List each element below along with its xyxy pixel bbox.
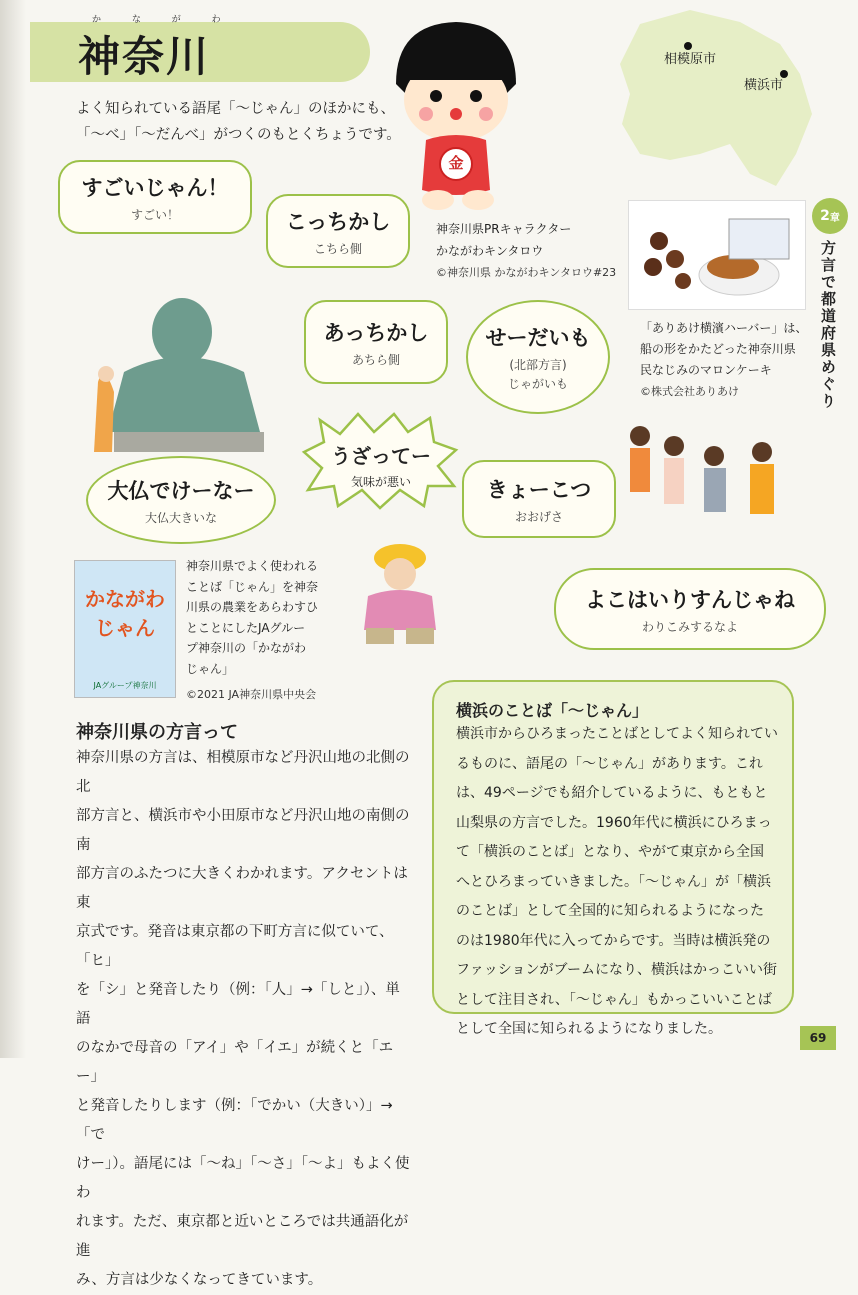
yokohama-line: として全国に知られるようになりました。 xyxy=(456,1021,722,1037)
bubble-sub-text: あちら側 xyxy=(351,352,400,367)
cake-caption-line-3: 民なじみのマロンケーキ xyxy=(640,363,772,377)
yokohama-line: として注目され、「〜じゃん」もかっこいいことば xyxy=(456,991,772,1008)
book-caption-line-5: プ神奈川の「かながわ xyxy=(186,641,307,655)
cake-caption-line-1: 「ありあけ横濱ハーバー」は、 xyxy=(640,321,808,335)
bubble-main-text: うざってー xyxy=(331,444,431,468)
book-cover-title: かながわ じゃん xyxy=(85,587,165,640)
book-caption-line-2: ことば「じゃん」を神奈 xyxy=(186,579,319,594)
section-line: のなかで母音の「アイ」や「イエ」が続くと「エー」 xyxy=(76,1040,394,1085)
intro-text xyxy=(76,96,406,148)
bubble-sub-text: こちら側 xyxy=(313,241,362,256)
section-line: れます。ただ、東京都と近いところでは共通語化が進 xyxy=(76,1214,409,1259)
mascot-caption xyxy=(436,218,616,284)
cake-caption xyxy=(640,318,807,402)
section-line: 神奈川県の方言は、相模原市など丹沢山地の北側の北 xyxy=(76,750,410,795)
book-caption-line-1: 神奈川県でよく使われる xyxy=(186,559,319,573)
mascot-badge: 金 xyxy=(448,154,464,172)
chapter-label: 章 xyxy=(829,212,840,224)
page-title: 神奈川 xyxy=(78,32,211,81)
book-caption-line-3: 川県の農業をあらわすひ xyxy=(186,600,319,614)
section-line: み、方言は少なくなってきています。 xyxy=(76,1272,323,1288)
bubble-yokohairi xyxy=(554,568,826,650)
yokohama-body xyxy=(456,720,782,1045)
section-heading: 神奈川県の方言って xyxy=(76,722,238,743)
farmer-illustration xyxy=(350,540,446,646)
section-line: を「シ」と発音したり（例：「人」→「しと」）、単語 xyxy=(76,982,400,1027)
yokohama-heading: 横浜のことば「〜じゃん」 xyxy=(456,701,649,720)
bubble-acchikashi xyxy=(304,300,448,384)
bubble-main-text: 大仏でけーなー xyxy=(107,478,255,503)
intro-line-2: 「〜べ」「〜だんべ」がつくのもとくちょうです。 xyxy=(76,127,401,143)
bubble-kyookotsu xyxy=(462,460,616,538)
bubble-main-text: あっちかし xyxy=(323,320,429,345)
section-line: 京式です。発音は東京都の下町方言に似ていて、「ヒ」 xyxy=(76,924,394,969)
book-cover xyxy=(74,560,176,698)
chapter-number: 2 xyxy=(820,208,830,224)
chapter-badge xyxy=(812,198,848,234)
bubble-main-text: こっちかし xyxy=(285,209,391,234)
book-caption-line-4: とことにしたJAグルー xyxy=(186,620,306,635)
kanagawa-map xyxy=(600,4,820,194)
map-label-sagamihara: 相模原市 xyxy=(664,52,717,67)
yokohama-line: へとひろまっていきました。「〜じゃん」が「横浜 xyxy=(456,873,771,890)
cake-illustration xyxy=(629,201,805,309)
bubble-main-text: せーだいも xyxy=(485,326,591,350)
yokohama-line: のことば」として全国的に知られるようになった xyxy=(456,903,764,919)
mascot-caption-line-1: 神奈川県PRキャラクター xyxy=(436,222,572,236)
kintaro-mascot xyxy=(386,14,526,214)
book-caption xyxy=(186,556,318,679)
bubble-sub-text: わりこみするなよ xyxy=(641,619,738,634)
bubble-main-text: きょーこつ xyxy=(486,477,592,502)
yokohama-line: のは1980年代に入ってからです。当時は横浜発の xyxy=(456,932,771,949)
bubble-main-text: すごいじゃん！ xyxy=(81,175,229,200)
cake-photo xyxy=(628,200,806,310)
cake-credit: ©株式会社ありあけ xyxy=(640,385,739,398)
section-line: 部方言と、横浜市や小田原市など丹沢山地の南側の南 xyxy=(76,808,410,853)
daibutsu-illustration xyxy=(84,262,280,458)
bubble-sub-text: 大仏大きいな xyxy=(144,510,217,525)
cake-caption-line-2: 船の形をかたどった神奈川県 xyxy=(640,342,796,356)
section-body xyxy=(76,744,410,1295)
bubble-sub-text: すごい！ xyxy=(130,207,179,222)
bubble-note-text: (北部方言) xyxy=(509,358,567,372)
intro-line-1: よく知られている語尾「〜じゃん」のほかにも、 xyxy=(76,101,395,117)
bubble-sub-text: 気味が悪い xyxy=(350,475,411,489)
book-credit: ©2021 JA神奈川県中央会 xyxy=(186,688,317,701)
yokohama-line: て「横浜のことば」となり、やがて東京から全国 xyxy=(456,844,764,860)
bubble-seedaimo xyxy=(466,300,610,414)
page-number: 69 xyxy=(800,1026,836,1050)
bubble-kocchikashi xyxy=(266,194,410,268)
page-gutter xyxy=(0,0,26,1058)
section-line: 部方言のふたつに大きくわかれます。アクセントは東 xyxy=(76,866,408,911)
yokohama-line: ファッションがブームになり、横浜はかっこいい街 xyxy=(456,962,778,978)
yokohama-line: は、49ページでも紹介しているように、もともと xyxy=(456,785,768,801)
mascot-caption-line-2: かながわキンタロウ xyxy=(436,244,544,258)
section-line: と発音したりします（例：「でかい（大きい）」→「で xyxy=(76,1098,393,1143)
side-chapter-title: 方言で都道府県めぐり xyxy=(819,240,837,410)
book-caption-line-6: じゃん」 xyxy=(186,661,235,676)
bubble-main-text: よこはいりすんじゃね xyxy=(585,587,795,612)
map-label-yokohama: 横浜市 xyxy=(744,78,784,93)
yokohama-line: 山梨県の方言でした。1960年代に横浜にひろまっ xyxy=(456,814,772,831)
yokohama-line: るものに、語尾の「〜じゃん」があります。これ xyxy=(456,755,763,772)
yokohama-line: 横浜市からひろまったことばとしてよく知られてい xyxy=(456,726,778,742)
bubble-sub-text: おおげさ xyxy=(514,509,563,524)
bubble-sugoi xyxy=(58,160,252,234)
bubble-sub-text: じゃがいも xyxy=(507,377,568,391)
book-cover-brand: JAグループ神奈川 xyxy=(93,681,157,690)
mascot-credit: ©神奈川県 かながわキンタロウ#23 xyxy=(436,266,617,279)
title-ruby: か な が わ xyxy=(92,15,235,25)
children-illustration xyxy=(622,416,792,556)
bubble-uzattee xyxy=(326,440,436,490)
section-line: けー」）。語尾には「〜ね」「〜さ」「〜よ」もよく使わ xyxy=(76,1156,410,1201)
bubble-daibutsu xyxy=(86,456,276,544)
